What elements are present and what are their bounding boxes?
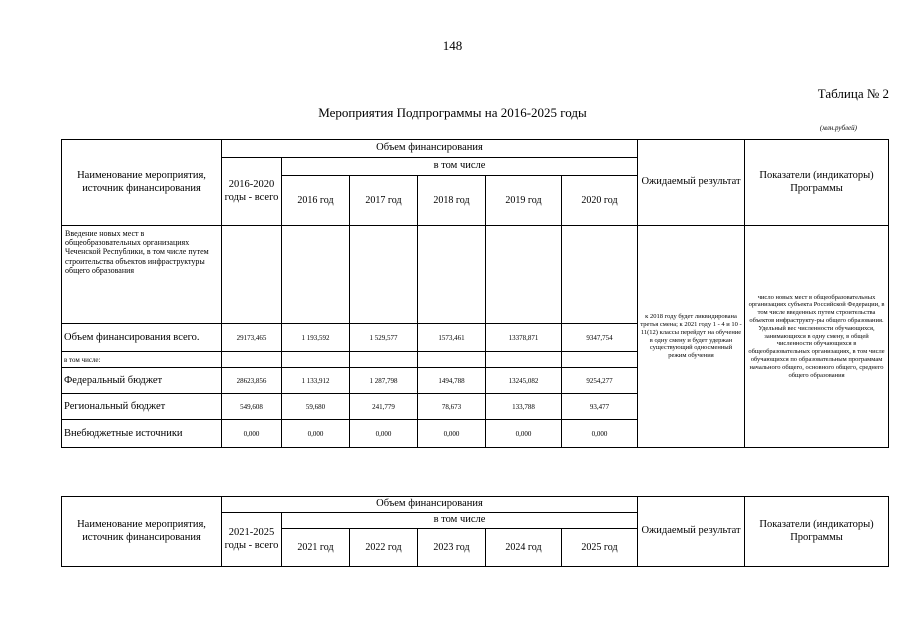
cell-value: 133,788: [486, 394, 562, 420]
cell-value: 9347,754: [562, 324, 638, 352]
cell-value: 1 529,577: [350, 324, 418, 352]
header-year: 2024 год: [486, 529, 562, 567]
header-indicators: Показатели (индикаторы) Программы: [745, 497, 889, 567]
expected-result-text: к 2018 году будет ликвидирована третья смена; к 2021 году 1 - 4 и 10 - 11(12) классы перейдут на обучение в одну смену и будет удержан существующий односменный режим обучения: [638, 226, 745, 448]
cell-value: 241,779: [350, 394, 418, 420]
header-financing-volume: Объем финансирования: [222, 140, 638, 158]
financing-table-2021-2025: [61, 496, 889, 567]
header-indicators: Показатели (индикаторы) Программы: [745, 140, 889, 226]
header-year: 2020 год: [562, 176, 638, 226]
header-year: 2022 год: [350, 529, 418, 567]
cell-value: 1 133,912: [282, 368, 350, 394]
cell-value: 0,000: [418, 420, 486, 448]
activity-description: Введение новых мест в общеобразовательных организациях Чеченской Республики, в том числе путем строительства объектов инфраструктуры общего образования: [62, 226, 222, 324]
header-year: 2018 год: [418, 176, 486, 226]
cell-total: 28623,856: [222, 368, 282, 394]
header-year: 2025 год: [562, 529, 638, 567]
cell-value: 0,000: [282, 420, 350, 448]
header-total-period: 2016-2020 годы - всего: [222, 158, 282, 226]
header-including: в том числе: [282, 513, 638, 529]
header-name-column: Наименование мероприятия, источник финансирования: [62, 140, 222, 226]
cell-total: 29173,465: [222, 324, 282, 352]
header-expected-result: Ожидаемый результат: [638, 497, 745, 567]
cell-value: 59,680: [282, 394, 350, 420]
header-year: 2021 год: [282, 529, 350, 567]
page-number: 148: [442, 38, 463, 53]
row-label-total: Объем финансирования всего.: [62, 324, 222, 352]
cell-value: 13245,082: [486, 368, 562, 394]
cell-value: 0,000: [562, 420, 638, 448]
header-including: в том числе: [282, 158, 638, 176]
table-label: Таблица № 2: [817, 86, 889, 101]
cell-total: 0,000: [222, 420, 282, 448]
cell-value: 9254,277: [562, 368, 638, 394]
header-financing-volume: Объем финансирования: [222, 497, 638, 513]
cell-value: 1 287,798: [350, 368, 418, 394]
row-label-regional: Региональный бюджет: [62, 394, 222, 420]
header-year: 2023 год: [418, 529, 486, 567]
row-label-including: в том числе:: [62, 352, 222, 368]
financing-table-2016-2020: [61, 139, 889, 448]
cell-value: 1 193,592: [282, 324, 350, 352]
header-expected-result: Ожидаемый результат: [638, 140, 745, 226]
cell-value: 1573,461: [418, 324, 486, 352]
row-label-extrabudgetary: Внебюджетные источники: [62, 420, 222, 448]
cell-value: 0,000: [350, 420, 418, 448]
cell-value: 13378,871: [486, 324, 562, 352]
cell-value: 1494,788: [418, 368, 486, 394]
indicators-text: число новых мест в общеобразовательных организациях субъекта Российской Федерации, в том числе введенных путем строительства объектов инфраструкту-ры общего образования. Удельный вес численности обучающихся, занимающихся в одну смену, в общей численности обучающихся в общеобразовательных организациях, в том числе обучающихся по образовательным программам начального общего, основного общего, среднего общего образования: [745, 226, 889, 448]
header-year: 2019 год: [486, 176, 562, 226]
cell-value: 78,673: [418, 394, 486, 420]
header-year: 2016 год: [282, 176, 350, 226]
header-name-column: Наименование мероприятия, источник финансирования: [62, 497, 222, 567]
cell-total: 549,608: [222, 394, 282, 420]
cell-value: 93,477: [562, 394, 638, 420]
row-label-federal: Федеральный бюджет: [62, 368, 222, 394]
header-year: 2017 год: [350, 176, 418, 226]
header-total-period: 2021-2025 годы - всего: [222, 513, 282, 567]
document-title: Мероприятия Подпрограммы на 2016-2025 годы: [318, 105, 587, 120]
unit-note: (млн.рублей): [819, 124, 857, 132]
cell-value: 0,000: [486, 420, 562, 448]
